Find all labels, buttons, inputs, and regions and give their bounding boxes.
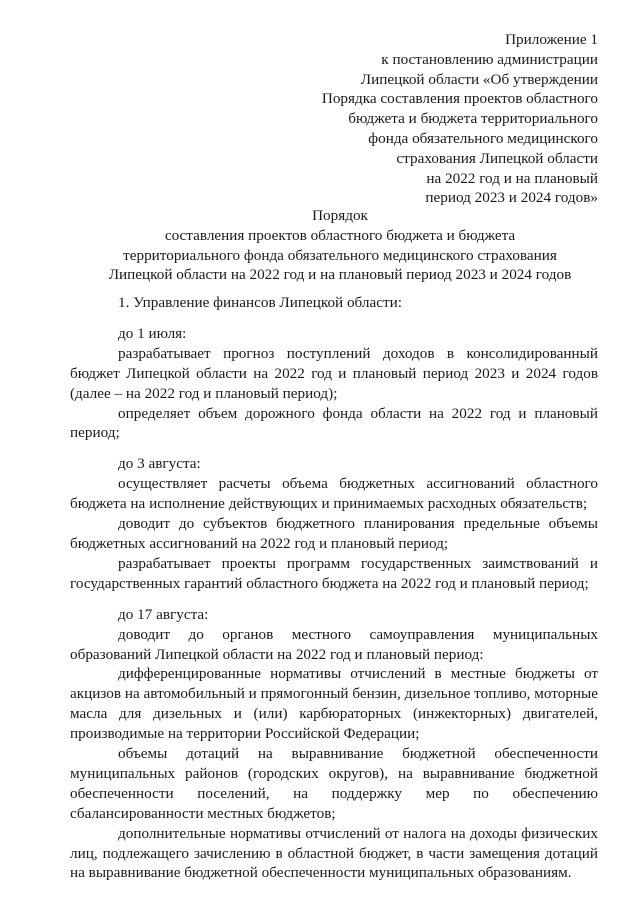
paragraph: дифференцированные нормативы отчислений в местные бюджеты от акцизов на автомобильный и прямогонный бензин, дизельное топливо, моторные масла для дизельных и (или) карбюраторных (инжекторных) двигателей, производимые на территории Российской Федерации; <box>70 665 598 743</box>
paragraph: объемы дотаций на выравнивание бюджетной обеспеченности муниципальных районов (городских округов), на выравнивание бюджетной обеспеченности поселений, на поддержку мер по обеспечению сбалансированности местных бюджетов; <box>70 745 598 822</box>
appendix-line: период 2023 и 2024 годов» <box>425 189 598 207</box>
appendix-line: фонда обязательного медицинского <box>368 129 598 147</box>
document-body <box>70 293 598 883</box>
paragraph: доводит до органов местного самоуправления муниципальных образований Липецкой области на 2022 год и плановый период: <box>70 625 598 663</box>
appendix-header <box>268 30 598 208</box>
title-line: территориального фонда обязательного медицинского страхования <box>123 246 557 264</box>
deadline-label: до 1 июля: <box>118 324 187 342</box>
paragraph: разрабатывает прогноз поступлений доходов в консолидированный бюджет Липецкой области на 2022 год и плановый период 2023 и 2024 годов (далее – на 2022 год и плановый период); <box>70 344 598 402</box>
appendix-line: бюджета и бюджета территориального <box>348 110 598 128</box>
document-title <box>60 206 620 285</box>
title-line: Липецкой области на 2022 год и на плановый период 2023 и 2024 годов <box>108 266 572 284</box>
title-line: составления проектов областного бюджета и бюджета <box>164 226 516 244</box>
title-heading: Порядок <box>312 207 368 224</box>
paragraph: осуществляет расчеты объема бюджетных ассигнований областного бюджета на исполнение действующих и принимаемых расходных обязательств; <box>70 475 598 513</box>
deadline-label: до 17 августа: <box>118 605 209 623</box>
appendix-line: Порядка составления проектов областного <box>321 90 598 108</box>
appendix-line: Приложение 1 <box>505 31 598 48</box>
appendix-line: страхования Липецкой области <box>396 149 598 167</box>
appendix-line: Липецкой области «Об утверждении <box>360 70 598 88</box>
paragraph: определяет объем дорожного фонда области на 2022 год и плановый период; <box>70 404 598 442</box>
deadline-label: до 3 августа: <box>118 455 201 473</box>
paragraph: дополнительные нормативы отчислений от налога на доходы физических лиц, подлежащего зачислению в областной бюджет, в части замещения дотаций на выравнивание бюджетной обеспеченности муниципальных образованиям. <box>70 824 598 882</box>
appendix-line: к постановлению администрации <box>381 50 598 68</box>
paragraph: разрабатывает проекты программ государственных заимствований и государственных гарантий областного бюджета на 2022 год и плановый период; <box>70 554 598 592</box>
appendix-line: на 2022 год и на плановый <box>426 169 598 187</box>
section-heading: 1. Управление финансов Липецкой области: <box>118 294 402 311</box>
paragraph: доводит до субъектов бюджетного планирования предельные объемы бюджетных ассигнований на 2022 год и плановый период; <box>70 515 598 552</box>
